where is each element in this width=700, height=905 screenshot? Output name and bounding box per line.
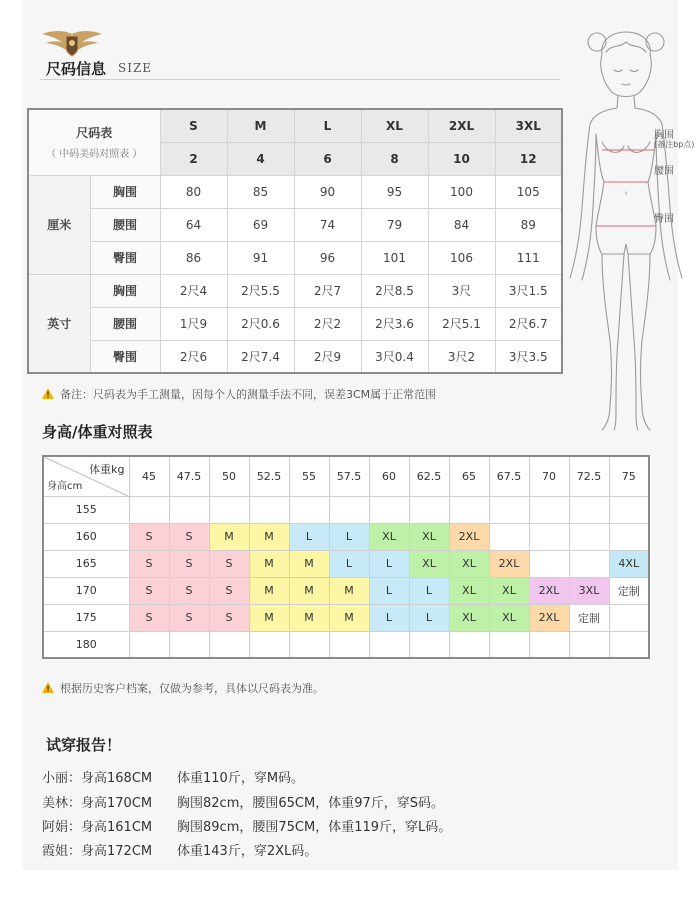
size-recommendation-cell: 定制 <box>569 604 609 631</box>
weight-col-header: 50 <box>209 456 249 496</box>
table-cell: 2尺5.5 <box>227 274 294 307</box>
us-size-cell: 12 <box>495 142 562 175</box>
weight-col-header: 60 <box>369 456 409 496</box>
weight-col-header: 72.5 <box>569 456 609 496</box>
size-recommendation-cell: M <box>249 604 289 631</box>
table-row <box>43 577 649 604</box>
table-cell: 106 <box>428 241 495 274</box>
table-cell: 80 <box>160 175 227 208</box>
weight-col-header: 65 <box>449 456 489 496</box>
table-cell: 96 <box>294 241 361 274</box>
measurement-note-text: 备注：尺码表为手工测量，因每个人的测量手法不同，误差3CM属于正常范围 <box>60 388 437 401</box>
size-col-header: S <box>160 109 227 142</box>
table-cell: 105 <box>495 175 562 208</box>
table-cell: 2尺7 <box>294 274 361 307</box>
figure-label-hip: 臀围 <box>654 214 674 225</box>
size-recommendation-cell <box>169 496 209 523</box>
us-size-cell: 6 <box>294 142 361 175</box>
section-title-en: SIZE <box>118 61 153 75</box>
weight-header-row <box>43 456 649 496</box>
size-recommendation-cell: M <box>289 577 329 604</box>
table-cell: 3尺1.5 <box>495 274 562 307</box>
table-cell: 111 <box>495 241 562 274</box>
size-recommendation-cell: M <box>289 550 329 577</box>
header-divider <box>40 79 560 80</box>
size-recommendation-cell: L <box>329 523 369 550</box>
size-recommendation-cell <box>409 631 449 658</box>
size-recommendation-cell <box>569 631 609 658</box>
warning-icon <box>42 388 54 399</box>
size-recommendation-cell: XL <box>369 523 409 550</box>
size-recommendation-cell <box>609 523 649 550</box>
report-entry-detail: 体重110斤，穿M码。 <box>177 771 305 786</box>
size-table-subtitle: （ 中码美码对照表 ） <box>46 149 143 161</box>
fitting-report-title: 试穿报告！ <box>46 736 122 754</box>
figure-label-waist: 腰围 <box>654 166 674 177</box>
height-weight-table <box>42 455 650 659</box>
size-recommendation-cell <box>289 631 329 658</box>
report-entry-name: 美林：身高170CM <box>42 796 153 811</box>
weight-col-header: 62.5 <box>409 456 449 496</box>
report-entry-name: 小丽：身高168CM <box>42 771 153 786</box>
table-cell: 2尺0.6 <box>227 307 294 340</box>
size-recommendation-cell: L <box>409 577 449 604</box>
report-entry-detail: 体重143斤，穿2XL码。 <box>177 844 318 859</box>
weight-col-header: 55 <box>289 456 329 496</box>
table-row <box>43 523 649 550</box>
row-label: 臀围 <box>90 241 160 274</box>
table-cell: 85 <box>227 175 294 208</box>
weight-col-header: 75 <box>609 456 649 496</box>
size-recommendation-cell: 2XL <box>529 577 569 604</box>
table-row <box>28 241 562 274</box>
size-recommendation-cell: L <box>289 523 329 550</box>
table-cell: 69 <box>227 208 294 241</box>
us-size-cell: 2 <box>160 142 227 175</box>
measurement-note <box>42 386 436 402</box>
table-cell: 3尺3.5 <box>495 340 562 373</box>
size-recommendation-cell: S <box>169 550 209 577</box>
table-cell: 86 <box>160 241 227 274</box>
table-cell: 3尺 <box>428 274 495 307</box>
size-recommendation-cell: M <box>289 604 329 631</box>
size-recommendation-cell: S <box>129 604 169 631</box>
size-recommendation-cell: XL <box>409 523 449 550</box>
size-recommendation-cell <box>289 496 329 523</box>
table-cell: 3尺2 <box>428 340 495 373</box>
report-entry <box>42 767 304 786</box>
weight-col-header: 47.5 <box>169 456 209 496</box>
winged-crest-logo-icon <box>40 28 104 58</box>
size-recommendation-cell: M <box>249 577 289 604</box>
table-cell: 2尺7.4 <box>227 340 294 373</box>
height-row-header: 155 <box>43 496 129 523</box>
size-recommendation-cell: S <box>129 577 169 604</box>
height-weight-title: 身高/体重对照表 <box>42 423 153 441</box>
size-recommendation-cell: L <box>409 604 449 631</box>
row-label: 腰围 <box>90 307 160 340</box>
group-label-cm: 厘米 <box>28 175 90 274</box>
warning-icon <box>42 682 54 693</box>
table-row <box>43 496 649 523</box>
size-recommendation-cell: 定制 <box>609 577 649 604</box>
table-row <box>43 631 649 658</box>
size-recommendation-cell: S <box>169 577 209 604</box>
table-cell: 95 <box>361 175 428 208</box>
report-entry-name: 阿娟：身高161CM <box>42 820 153 835</box>
size-header-row <box>28 109 562 142</box>
size-recommendation-cell <box>129 631 169 658</box>
table-cell: 100 <box>428 175 495 208</box>
table-cell: 2尺4 <box>160 274 227 307</box>
table-cell: 2尺6.7 <box>495 307 562 340</box>
size-recommendation-cell: 2XL <box>529 604 569 631</box>
size-recommendation-cell: XL <box>409 550 449 577</box>
table-cell: 84 <box>428 208 495 241</box>
size-col-header: 3XL <box>495 109 562 142</box>
table-cell: 74 <box>294 208 361 241</box>
size-recommendation-cell <box>529 550 569 577</box>
size-recommendation-cell <box>449 631 489 658</box>
size-recommendation-cell <box>529 496 569 523</box>
table-cell: 3尺0.4 <box>361 340 428 373</box>
section-title: 尺码信息 <box>46 60 107 78</box>
size-recommendation-cell: L <box>369 604 409 631</box>
table-row <box>43 604 649 631</box>
table-cell: 2尺8.5 <box>361 274 428 307</box>
height-row-header: 160 <box>43 523 129 550</box>
table-cell: 91 <box>227 241 294 274</box>
size-recommendation-cell: S <box>169 523 209 550</box>
table-row <box>28 175 562 208</box>
size-col-header: L <box>294 109 361 142</box>
size-recommendation-cell: XL <box>489 577 529 604</box>
report-entry <box>42 840 317 859</box>
body-measurement-figure <box>556 22 695 442</box>
size-recommendation-cell: M <box>249 550 289 577</box>
size-recommendation-cell: 2XL <box>449 523 489 550</box>
size-recommendation-cell <box>569 496 609 523</box>
size-col-header: M <box>227 109 294 142</box>
size-recommendation-cell <box>329 496 369 523</box>
size-recommendation-cell <box>129 496 169 523</box>
size-recommendation-cell <box>209 496 249 523</box>
size-recommendation-cell <box>329 631 369 658</box>
table-cell: 2尺2 <box>294 307 361 340</box>
size-recommendation-cell <box>409 496 449 523</box>
row-label: 胸围 <box>90 175 160 208</box>
size-recommendation-cell: M <box>249 523 289 550</box>
size-recommendation-cell: XL <box>489 604 529 631</box>
table-cell: 101 <box>361 241 428 274</box>
size-recommendation-cell <box>489 496 529 523</box>
size-recommendation-cell: M <box>209 523 249 550</box>
table-cell: 79 <box>361 208 428 241</box>
size-chart-table <box>27 108 563 374</box>
reference-note <box>42 680 324 696</box>
size-recommendation-cell: XL <box>449 577 489 604</box>
table-cell: 64 <box>160 208 227 241</box>
weight-col-header: 57.5 <box>329 456 369 496</box>
size-col-header: XL <box>361 109 428 142</box>
size-recommendation-cell: S <box>129 523 169 550</box>
size-recommendation-cell: XL <box>449 604 489 631</box>
table-row <box>28 274 562 307</box>
size-recommendation-cell <box>529 523 569 550</box>
size-recommendation-cell: 4XL <box>609 550 649 577</box>
size-recommendation-cell: S <box>209 550 249 577</box>
size-recommendation-cell: M <box>329 577 369 604</box>
us-size-cell: 4 <box>227 142 294 175</box>
height-row-header: 175 <box>43 604 129 631</box>
weight-axis-label: 体重kg <box>89 463 125 476</box>
table-row <box>28 340 562 373</box>
size-recommendation-cell: S <box>209 604 249 631</box>
report-entry-name: 霞姐：身高172CM <box>42 844 153 859</box>
size-table-corner <box>28 109 160 175</box>
table-row <box>28 208 562 241</box>
size-recommendation-cell <box>249 631 289 658</box>
row-label: 腰围 <box>90 208 160 241</box>
size-recommendation-cell: S <box>169 604 209 631</box>
report-entry <box>42 792 444 811</box>
size-recommendation-cell <box>369 631 409 658</box>
size-recommendation-cell: M <box>329 604 369 631</box>
size-recommendation-cell <box>609 631 649 658</box>
table-cell: 2尺6 <box>160 340 227 373</box>
figure-label-chest-note: (备注bp点) <box>654 140 695 149</box>
size-recommendation-cell: S <box>209 577 249 604</box>
report-entry-detail: 胸围89cm，腰围75CM，体重119斤，穿L码。 <box>177 820 452 835</box>
weight-col-header: 52.5 <box>249 456 289 496</box>
weight-col-header: 67.5 <box>489 456 529 496</box>
row-label: 臀围 <box>90 340 160 373</box>
table-cell: 2尺3.6 <box>361 307 428 340</box>
height-axis-label: 身高cm <box>47 480 83 492</box>
diagonal-header-cell <box>43 456 129 496</box>
table-row <box>43 550 649 577</box>
size-recommendation-cell: L <box>329 550 369 577</box>
table-cell: 90 <box>294 175 361 208</box>
table-cell: 89 <box>495 208 562 241</box>
weight-col-header: 45 <box>129 456 169 496</box>
size-recommendation-cell <box>569 523 609 550</box>
section-header <box>40 28 600 78</box>
report-entry <box>42 816 451 835</box>
height-row-header: 180 <box>43 631 129 658</box>
size-recommendation-cell: S <box>129 550 169 577</box>
size-recommendation-cell: 2XL <box>489 550 529 577</box>
size-col-header: 2XL <box>428 109 495 142</box>
size-recommendation-cell: XL <box>449 550 489 577</box>
size-recommendation-cell <box>609 604 649 631</box>
table-row <box>28 307 562 340</box>
size-recommendation-cell: 3XL <box>569 577 609 604</box>
table-cell: 2尺9 <box>294 340 361 373</box>
female-figure-illustration-icon <box>556 22 686 442</box>
size-recommendation-cell <box>209 631 249 658</box>
size-recommendation-cell <box>609 496 649 523</box>
size-recommendation-cell <box>489 631 529 658</box>
size-table-title: 尺码表 <box>76 126 113 141</box>
size-recommendation-cell <box>249 496 289 523</box>
size-recommendation-cell: L <box>369 577 409 604</box>
row-label: 胸围 <box>90 274 160 307</box>
table-cell: 2尺5.1 <box>428 307 495 340</box>
size-recommendation-cell <box>169 631 209 658</box>
height-row-header: 170 <box>43 577 129 604</box>
size-recommendation-cell <box>529 631 569 658</box>
us-size-cell: 10 <box>428 142 495 175</box>
report-entry-detail: 胸围82cm，腰围65CM，体重97斤，穿S码。 <box>177 796 444 811</box>
us-size-cell: 8 <box>361 142 428 175</box>
size-recommendation-cell <box>369 496 409 523</box>
figure-label-chest: 胸围 <box>654 130 674 141</box>
size-recommendation-cell <box>489 523 529 550</box>
table-cell: 1尺9 <box>160 307 227 340</box>
size-recommendation-cell <box>569 550 609 577</box>
weight-col-header: 70 <box>529 456 569 496</box>
size-recommendation-cell <box>449 496 489 523</box>
height-row-header: 165 <box>43 550 129 577</box>
reference-note-text: 根据历史客户档案，仅做为参考，具体以尺码表为准。 <box>60 682 324 695</box>
group-label-inch: 英寸 <box>28 274 90 373</box>
size-recommendation-cell: L <box>369 550 409 577</box>
